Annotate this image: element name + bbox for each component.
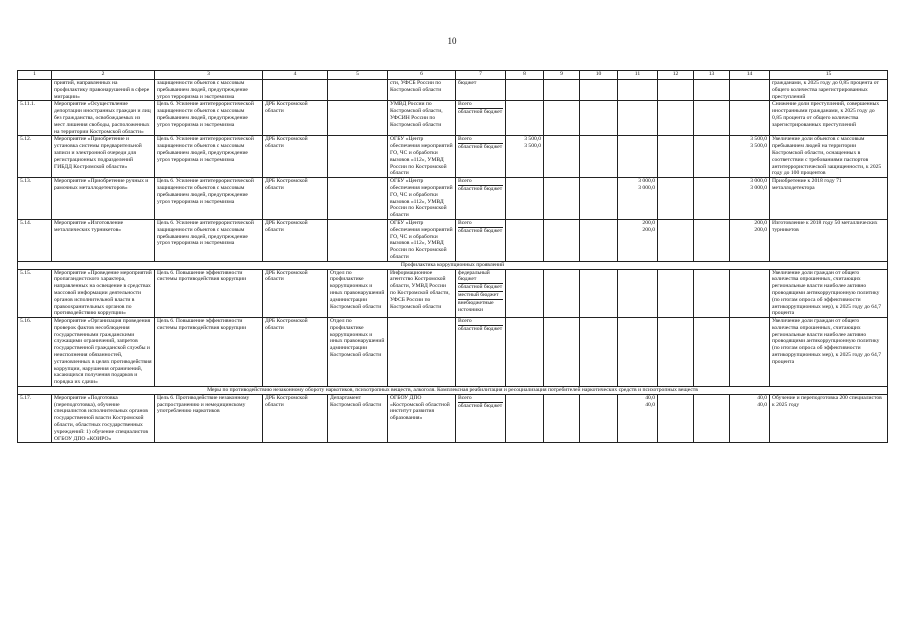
year-2020-cell — [580, 269, 618, 318]
item-number — [18, 80, 52, 101]
total-cell-line: 40,0 — [757, 394, 767, 401]
source-cell-line: федеральный бюджет — [458, 269, 490, 283]
source-cell-line: Всего — [458, 394, 472, 401]
result-cell: Приобретение к 2018 году 71 металлодетектора — [770, 178, 888, 220]
source-cell-line: областной бюджет — [458, 109, 503, 116]
year-2021-cell-line: 3 000,0 — [638, 184, 655, 191]
table-row — [18, 269, 888, 318]
year-2023-cell — [694, 101, 730, 136]
year-2018-cell-line — [508, 108, 541, 115]
column-number: 14 — [730, 71, 770, 80]
source-cell — [456, 178, 506, 220]
year-2021-cell — [618, 178, 658, 220]
column-number: 11 — [618, 71, 658, 80]
year-2021-cell — [618, 136, 658, 178]
year-2018-cell-line — [508, 80, 541, 87]
year-2021-cell-line: 40,0 — [645, 401, 655, 408]
total-cell-line: 3 000,0 — [750, 184, 767, 191]
section-row — [18, 261, 888, 269]
result-cell: Обучение и переподготовка 200 специалистов к 2025 году — [770, 394, 888, 443]
source-cell-line: областной бюджет — [458, 227, 503, 234]
year-2021-cell-line — [620, 318, 655, 325]
activity-name: Мероприятие «Приобретение ручных и рамочных металлодетекторов» — [52, 178, 155, 220]
total-cell-line: 200,0 — [754, 226, 767, 233]
year-2022-cell — [658, 80, 694, 101]
co-executor — [328, 219, 388, 261]
year-2021-cell — [618, 80, 658, 101]
table-row — [18, 318, 888, 387]
co-executor — [328, 101, 388, 136]
item-number: 5.16. — [18, 318, 52, 387]
year-2023-cell — [694, 136, 730, 178]
year-2021-cell-line — [620, 276, 655, 283]
source-cell-line: областной бюджет — [458, 325, 503, 332]
year-2019-cell — [544, 136, 580, 178]
participants-cell: ОГБУ «Центр обеспечения мероприятий ГО, ЧС и обработки вызовов «112», УМВД России по Костромской области — [388, 178, 456, 220]
goal-cell: защищенности объектов с массовым пребыванием людей, предупреждение угроз терроризма и экстремизма — [155, 80, 263, 101]
column-number: 9 — [544, 71, 580, 80]
year-2019-cell — [544, 101, 580, 136]
co-executor: Отдел по профилактике коррупционных и иных правонарушений администрации Костромской области — [328, 269, 388, 318]
participants-cell: сти, УФСБ России по Костромской области — [388, 80, 456, 101]
source-cell — [456, 101, 506, 136]
section-title: Меры по противодействию незаконному обороту наркотиков, психотропных веществ, алкоголя. Комплексная реабилитация и ресоциализация потребителей наркотических средств и психотропных веществ — [18, 387, 888, 395]
total-cell — [730, 178, 770, 220]
header-row — [18, 71, 888, 80]
year-2023-cell — [694, 80, 730, 101]
co-executor — [328, 80, 388, 101]
goal-cell: Цель 6. Повышение эффективности системы противодействия коррупции — [155, 318, 263, 387]
year-2020-cell — [580, 318, 618, 387]
source-cell-line: Всего — [458, 101, 472, 108]
year-2022-cell — [658, 219, 694, 261]
total-cell — [730, 269, 770, 318]
year-2021-cell-line — [620, 143, 655, 150]
year-2018-cell-line: 3 500,0 — [524, 136, 541, 143]
year-2020-cell — [580, 80, 618, 101]
total-cell — [730, 318, 770, 387]
year-2018-cell-line — [508, 290, 541, 297]
year-2018-cell-line — [508, 318, 541, 325]
column-number: 8 — [506, 71, 544, 80]
source-cell — [456, 80, 506, 101]
source-cell — [456, 219, 506, 261]
total-cell-line: 40,0 — [757, 401, 767, 408]
year-2023-cell — [694, 269, 730, 318]
responsible-executor: ДРБ Костромской области — [263, 219, 328, 261]
year-2021-cell-line — [620, 108, 655, 115]
activity-name: приятий, направленных на профилактику правонарушений в сфере миграции» — [52, 80, 155, 101]
year-2019-cell — [544, 269, 580, 318]
table-row — [18, 80, 888, 101]
total-cell-line — [732, 290, 767, 297]
year-2019-cell — [544, 394, 580, 443]
activity-name: Мероприятие «Изготовление металлических турникетов» — [52, 219, 155, 261]
year-2021-cell — [618, 269, 658, 318]
year-2022-cell — [658, 269, 694, 318]
responsible-executor: ДРБ Костромской области — [263, 136, 328, 178]
participants-cell: Информационное агентство Костромской области, УМВД России по Костромской области, УФСБ России по Костромской области — [388, 269, 456, 318]
year-2021-cell-line — [620, 270, 655, 277]
responsible-executor: ДРБ Костромской области — [263, 269, 328, 318]
total-cell-line — [732, 276, 767, 283]
year-2021-cell-line: 200,0 — [642, 226, 655, 233]
year-2018-cell — [506, 219, 544, 261]
total-cell-line — [732, 318, 767, 325]
table-row — [18, 136, 888, 178]
page-number: 10 — [447, 36, 457, 46]
goal-cell: Цель 6. Повышение эффективности системы противодействия коррупции — [155, 269, 263, 318]
participants-cell — [388, 318, 456, 387]
year-2021-cell-line — [620, 101, 655, 108]
year-2018-cell-line — [508, 276, 541, 283]
total-cell-line — [732, 283, 767, 290]
goal-cell: Цель 6. Усиление антитеррористической защищенности объектов с массовым пребыванием людей, предупреждение угроз терроризма и экстремизма — [155, 136, 263, 178]
goal-cell: Цель 6. Усиление антитеррористической защищенности объектов с массовым пребыванием людей, предупреждение угроз терроризма и экстремизма — [155, 219, 263, 261]
column-number: 3 — [155, 71, 263, 80]
year-2021-cell-line — [620, 283, 655, 290]
item-number: 5.17. — [18, 394, 52, 443]
item-number: 5.12. — [18, 136, 52, 178]
year-2022-cell — [658, 178, 694, 220]
total-cell-line: 200,0 — [754, 219, 767, 226]
item-number: 5.11.1. — [18, 101, 52, 136]
year-2020-cell — [580, 101, 618, 136]
year-2023-cell — [694, 178, 730, 220]
year-2018-cell — [506, 318, 544, 387]
year-2018-cell-line — [508, 395, 541, 402]
program-activities-table — [17, 70, 888, 443]
column-number: 15 — [770, 71, 888, 80]
table-row — [18, 394, 888, 443]
co-executor: Департамент Костромской области — [328, 394, 388, 443]
section-title: Профилактика коррупционных проявлений — [18, 261, 888, 269]
total-cell — [730, 394, 770, 443]
activity-name: Мероприятие «Осуществление депортации иностранных граждан и лиц без гражданства, освобождаемых из мест лишения свободы, расположенных на территории Костромской области» — [52, 101, 155, 136]
item-number: 5.15. — [18, 269, 52, 318]
source-cell-line: областной бюджет — [458, 185, 503, 192]
year-2018-cell — [506, 394, 544, 443]
year-2020-cell — [580, 136, 618, 178]
year-2018-cell — [506, 178, 544, 220]
result-cell: Увеличение доли объектов с массовым пребыванием людей на территории Костромской области, оснащенных в соответствии с требованиями паспортов антитеррористической защищенности, к 2025 году до 100 процентов — [770, 136, 888, 178]
year-2021-cell-line — [620, 325, 655, 332]
activity-name: Мероприятие «Организация проведения проверок фактов несоблюдения государственными гражданскими служащими ограничений, запретов государственной гражданской службы и неисполнения обязанностей, установленных в целях противодействия коррупции, нарушения ограничений, касающихся получения подарков и порядка их сдачи» — [52, 318, 155, 387]
activity-name: Мероприятие «Подготовка (переподготовка), обучение специалистов исполнительных органов государственной власти Костромской области, областных государственных учреждений: 1) обучение специалистов ОГБОУ ДПО «КОИРО» — [52, 394, 155, 443]
year-2018-cell — [506, 101, 544, 136]
year-2018-cell-line — [508, 101, 541, 108]
total-cell-line: 3 000,0 — [750, 178, 767, 185]
responsible-executor: ДРБ Костромской области — [263, 394, 328, 443]
year-2023-cell — [694, 394, 730, 443]
year-2022-cell — [658, 318, 694, 387]
goal-cell: Цель 6. Усиление антитеррористической защищенности объектов с массовым пребыванием людей, предупреждение угроз терроризма и экстремизма — [155, 101, 263, 136]
responsible-executor: ДРБ Костромской области — [263, 178, 328, 220]
year-2018-cell — [506, 269, 544, 318]
responsible-executor: ДРБ Костромской области — [263, 101, 328, 136]
source-cell — [456, 269, 506, 318]
year-2023-cell — [694, 219, 730, 261]
source-cell — [456, 136, 506, 178]
total-cell-line — [732, 108, 767, 115]
source-cell-line: внебюджетные источники — [458, 299, 503, 314]
result-cell: Увеличение доли граждан от общего количества опрошенных, считающих региональные власти наиболее активно проводящими антикоррупционную политику (по итогам опроса об эффективности антикоррупционных мер), к 2025 году до 64,7 процента — [770, 269, 888, 318]
activity-name: Мероприятие «Проведение мероприятий пропагандистского характера, направленных на освещение в средствах массовой информации деятельности органов исполнительной власти в правоохранительных органов по противодействию коррупции» — [52, 269, 155, 318]
total-cell-line: 3 500,0 — [750, 143, 767, 150]
year-2021-cell-line — [620, 136, 655, 143]
co-executor: Отдел по профилактике коррупционных и иных правонарушений администрации Костромской области — [328, 318, 388, 387]
item-number: 5.13. — [18, 178, 52, 220]
total-cell-line — [732, 101, 767, 108]
year-2018-cell-line — [508, 283, 541, 290]
source-cell-line: местный бюджет — [458, 291, 503, 299]
source-cell — [456, 394, 506, 443]
total-cell — [730, 80, 770, 101]
source-cell-line: Всего — [458, 178, 472, 185]
year-2018-cell-line — [508, 220, 541, 227]
year-2021-cell — [618, 318, 658, 387]
source-cell-line: Всего — [458, 318, 472, 325]
year-2022-cell — [658, 136, 694, 178]
section-row — [18, 387, 888, 395]
year-2020-cell — [580, 178, 618, 220]
source-cell-line: областной бюджет — [458, 284, 503, 291]
source-cell-line: Всего — [458, 136, 472, 143]
year-2021-cell-line: 3 000,0 — [638, 178, 655, 185]
column-number: 5 — [328, 71, 388, 80]
source-cell-line: Всего — [458, 219, 472, 226]
participants-cell: ОГБУ «Центр обеспечения мероприятий ГО, ЧС и обработки вызовов «112», УМВД России по Костромской области — [388, 219, 456, 261]
participants-cell: ОГБОУ ДПО «Костромской областной институт развития образования» — [388, 394, 456, 443]
year-2019-cell — [544, 219, 580, 261]
column-number: 6 — [388, 71, 456, 80]
co-executor — [328, 178, 388, 220]
year-2018-cell-line — [508, 270, 541, 277]
year-2019-cell — [544, 318, 580, 387]
year-2020-cell — [580, 394, 618, 443]
result-cell: Снижение доли преступлений, совершенных иностранными гражданами, к 2025 году до 0,85 процента от общего количества зарегистрированных преступлений — [770, 101, 888, 136]
column-number: 1 — [18, 71, 52, 80]
total-cell — [730, 219, 770, 261]
year-2021-cell — [618, 219, 658, 261]
total-cell-line: 3 500,0 — [750, 136, 767, 143]
year-2018-cell-line — [508, 227, 541, 234]
year-2018-cell — [506, 80, 544, 101]
source-cell-line: бюджет — [458, 80, 477, 86]
year-2021-cell-line — [620, 80, 655, 87]
item-number: 5.14. — [18, 219, 52, 261]
result-cell: гражданами, к 2025 году до 0,85 процента от общего количества зарегистрированных преступлений — [770, 80, 888, 101]
participants-cell: УМВД России по Костромской области, УФСИН России по Костромской области — [388, 101, 456, 136]
goal-cell: Цель 6. Противодействие незаконному распространению и немедицинскому употреблению наркотиков — [155, 394, 263, 443]
year-2020-cell — [580, 219, 618, 261]
co-executor — [328, 136, 388, 178]
result-cell: Изготовление к 2018 году 50 металлических турникетов — [770, 219, 888, 261]
source-cell-line: областной бюджет — [458, 144, 503, 151]
total-cell-line — [732, 325, 767, 332]
year-2018-cell-line — [508, 402, 541, 409]
total-cell-line — [732, 270, 767, 277]
participants-cell: ОГБУ «Центр обеспечения мероприятий ГО, ЧС и обработки вызовов «112», УМВД России по Костромской области — [388, 136, 456, 178]
table-row — [18, 219, 888, 261]
source-cell-line: областной бюджет — [458, 402, 503, 409]
year-2018-cell-line: 3 500,0 — [524, 143, 541, 150]
total-cell-line — [732, 80, 767, 87]
responsible-executor — [263, 80, 328, 101]
result-cell: Увеличение доли граждан от общего количества опрошенных, считающих региональные власти наиболее активно проводящими антикоррупционную политику (по итогам опроса об эффективности антикоррупционных мер), к 2025 году до 64,7 процента — [770, 318, 888, 387]
goal-cell: Цель 6. Усиление антитеррористической защищенности объектов с массовым пребыванием людей, предупреждение угроз терроризма и экстремизма — [155, 178, 263, 220]
year-2023-cell — [694, 318, 730, 387]
activity-name: Мероприятие «Приобретение и установка системы предварительной записи и электронной очереди для регистрационных подразделений ГИБДД Костромской области» — [52, 136, 155, 178]
total-cell — [730, 101, 770, 136]
year-2019-cell — [544, 80, 580, 101]
year-2021-cell-line — [620, 290, 655, 297]
year-2021-cell-line: 40,0 — [645, 394, 655, 401]
column-number: 13 — [694, 71, 730, 80]
column-number: 10 — [580, 71, 618, 80]
year-2022-cell — [658, 394, 694, 443]
year-2021-cell-line: 200,0 — [642, 219, 655, 226]
responsible-executor: ДРБ Костромской области — [263, 318, 328, 387]
year-2019-cell — [544, 178, 580, 220]
year-2018-cell — [506, 136, 544, 178]
source-cell — [456, 318, 506, 387]
column-number: 7 — [456, 71, 506, 80]
column-number: 12 — [658, 71, 694, 80]
year-2021-cell — [618, 101, 658, 136]
table-row — [18, 101, 888, 136]
column-number: 2 — [52, 71, 155, 80]
table-row — [18, 178, 888, 220]
year-2018-cell-line — [508, 178, 541, 185]
year-2021-cell — [618, 394, 658, 443]
column-number: 4 — [263, 71, 328, 80]
year-2018-cell-line — [508, 185, 541, 192]
year-2022-cell — [658, 101, 694, 136]
year-2018-cell-line — [508, 325, 541, 332]
total-cell — [730, 136, 770, 178]
